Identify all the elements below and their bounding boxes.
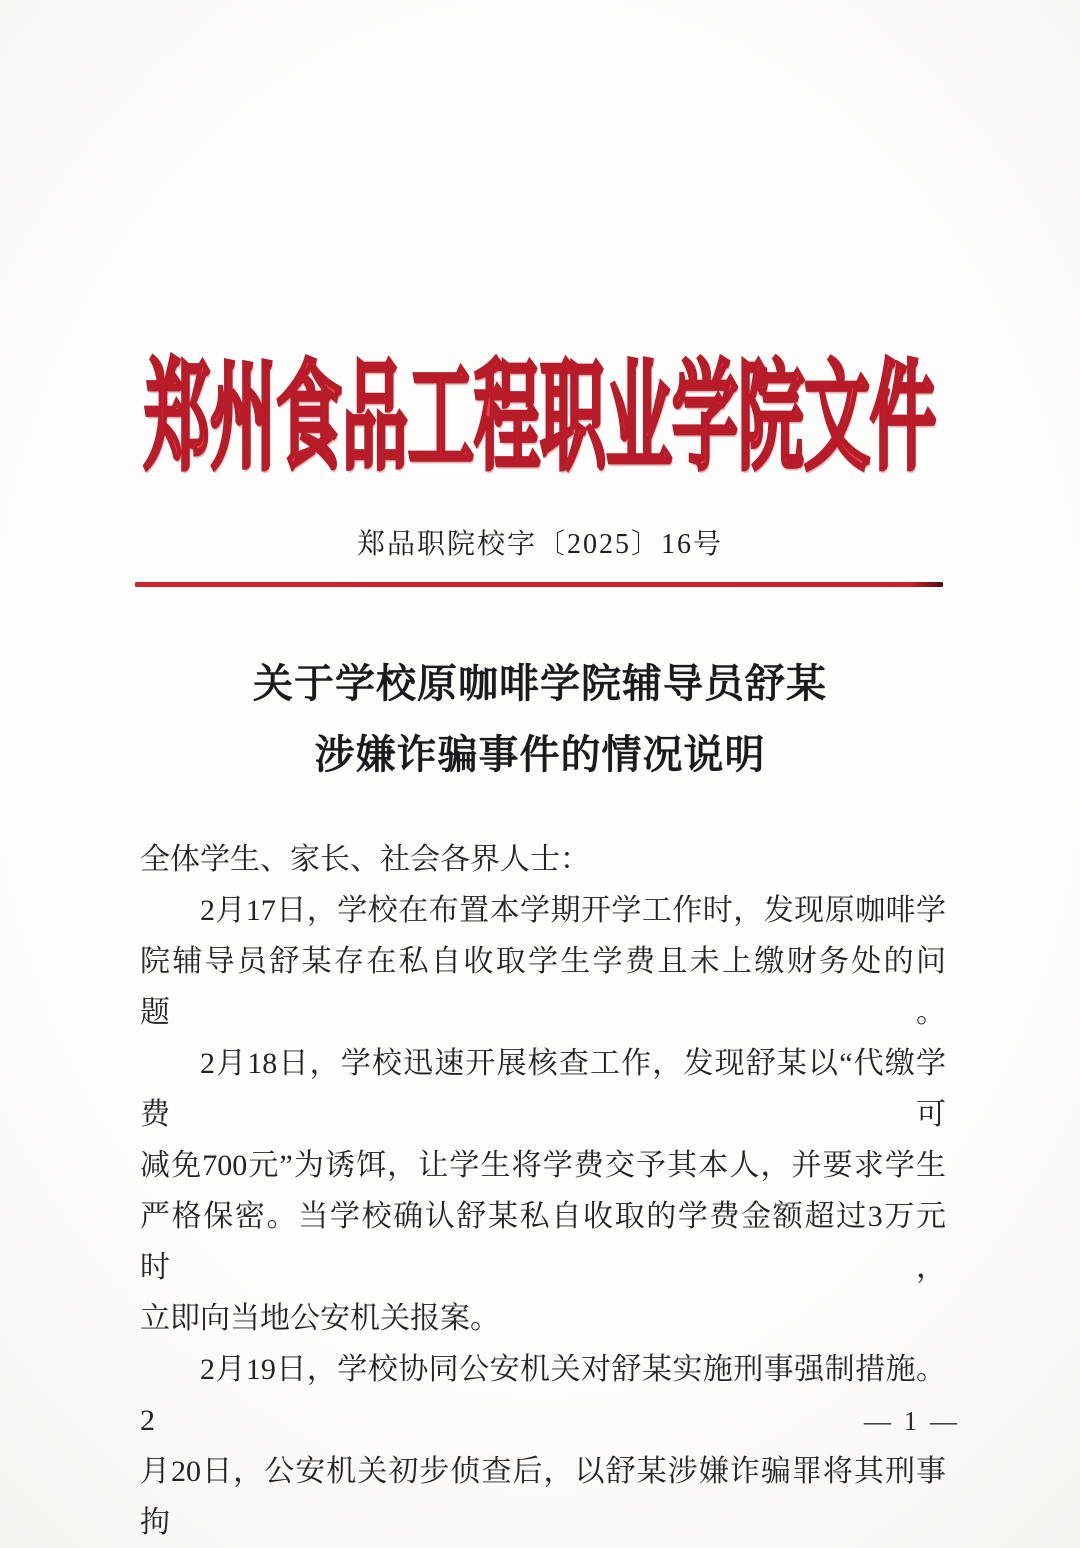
notice-heading: [0, 648, 1080, 790]
body-line: 立即向当地公安机关报案。: [140, 1302, 500, 1335]
body-line: 严格保密。当学校确认舒某私自收取的学费金额超过3万元时，: [140, 1200, 946, 1284]
notice-body: [140, 834, 946, 1548]
letterhead-title-text: 郑州食品工程职业学院文件: [144, 352, 936, 485]
salutation-line: 全体学生、家长、社会各界人士：: [140, 843, 590, 876]
notice-heading-line1: 关于学校原咖啡学院辅导员舒某: [253, 661, 827, 706]
red-divider-line: [135, 582, 943, 587]
body-line: 2月17日，学校在布置本学期开学工作时，发现原咖啡学: [200, 894, 946, 927]
body-line: 月20日，公安机关初步侦查后，以舒某涉嫌诈骗罪将其刑事拘: [140, 1455, 946, 1539]
letterhead-title: [0, 345, 1080, 485]
body-line: 院辅导员舒某存在私自收取学生学费且未上缴财务处的问题。: [140, 945, 946, 1029]
notice-heading-line2: 涉嫌诈骗事件的情况说明: [314, 732, 766, 777]
document-number: 郑品职院校字〔2025〕16号: [356, 529, 723, 560]
body-line: 2月19日，学校协同公安机关对舒某实施刑事强制措施。2: [140, 1353, 946, 1437]
body-line: 2月18日，学校迅速开展核查工作，发现舒某以“代缴学费可: [140, 1047, 946, 1131]
body-line: 减免700元”为诱饵，让学生将学费交予其本人，并要求学生: [140, 1149, 946, 1182]
page-number: — 1 —: [864, 1406, 960, 1436]
